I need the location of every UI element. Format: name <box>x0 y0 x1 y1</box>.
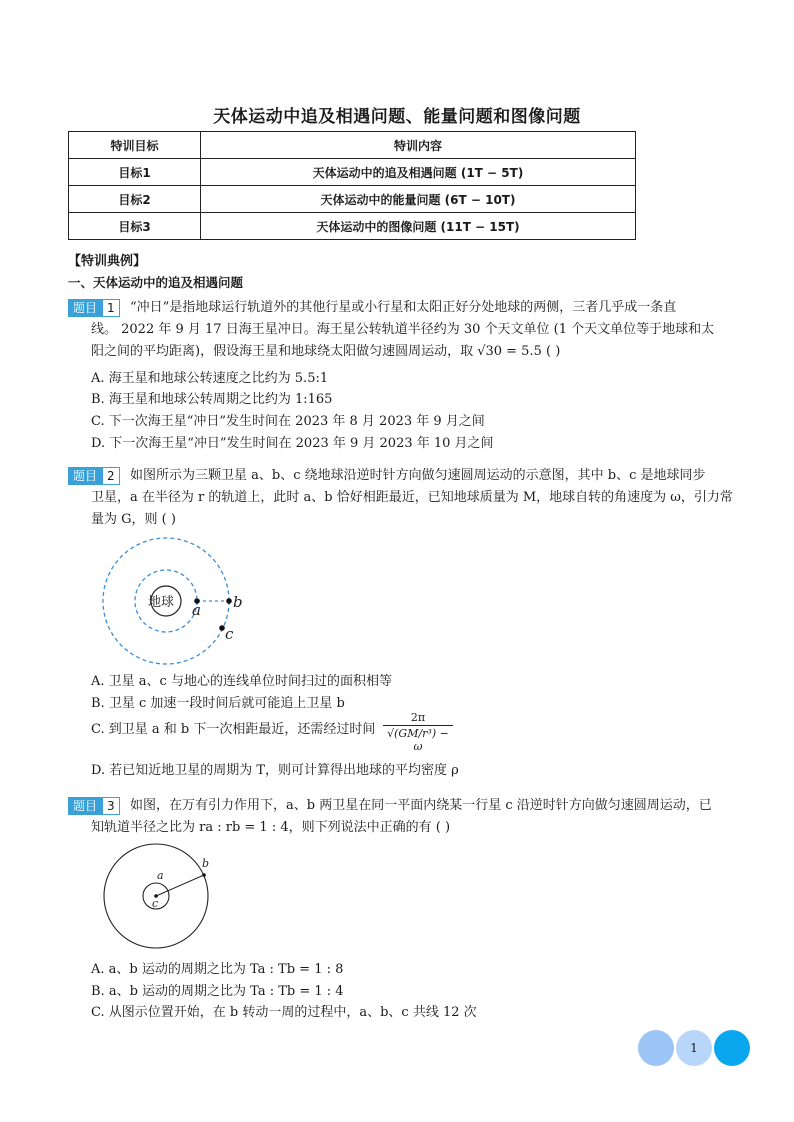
section-heading-examples: 【特训典例】 <box>68 254 147 269</box>
satellite-b-dot <box>226 598 232 604</box>
satellite-b-dot <box>202 873 206 877</box>
option-c[interactable]: C. 到卫星 a 和 b 下一次相距最近，还需经过时间 <box>91 722 376 737</box>
question-text-line: 量为 G，则 ( ) <box>91 512 176 527</box>
time-fraction <box>383 711 453 753</box>
label-c: c <box>152 897 159 910</box>
label-b: b <box>202 857 210 870</box>
table-header-cell: 特训目标 <box>69 132 201 159</box>
orbit-diagram-q3 <box>100 842 230 954</box>
table-cell: 目标2 <box>69 186 201 213</box>
table-cell: 天体运动中的能量问题 (6T − 10T) <box>201 186 636 213</box>
table-row <box>69 213 636 240</box>
label-a: a <box>157 869 164 882</box>
table-header-cell: 特训内容 <box>201 132 636 159</box>
fraction-denominator: √(GM/r³) − ω <box>387 727 449 753</box>
question-text-line: 阳之间的平均距离)，假设海王星和地球绕太阳做匀速圆周运动，取 √30 = 5.5 ( ) <box>91 344 561 359</box>
option-c[interactable]: C. 从图示位置开始，在 b 转动一周的过程中，a、b、c 共线 12 次 <box>91 1005 477 1020</box>
option-c[interactable]: C. 下一次海王星“冲日”发生时间在 2023 年 8 月 2023 年 9 月之间 <box>91 414 485 429</box>
question-text-line: 如图所示为三颗卫星 a、b、c 绕地球沿逆时针方向做匀速圆周运动的示意图，其中 b、c 是地球同步 <box>130 468 706 483</box>
question-text-line: 线。 2022 年 9 月 17 日海王星冲日。海王星公转轨道半径约为 30 个天文单位 (1 个天文单位等于地球和太 <box>91 322 715 337</box>
earth-label: 地球 <box>148 595 175 610</box>
question-text-line: 知轨道半径之比为 ra : rb = 1 : 4，则下列说法中正确的有 ( ) <box>91 820 451 835</box>
option-d[interactable]: D. 下一次海王星“冲日”发生时间在 2023 年 9 月 2023 年 10 月之间 <box>91 436 494 451</box>
badge-circle-left <box>638 1030 674 1066</box>
table-cell: 天体运动中的追及相遇问题 (1T − 5T) <box>201 159 636 186</box>
page-number: 1 <box>690 1041 698 1055</box>
fraction-numerator: 2π <box>383 711 453 726</box>
question-number: 3 <box>102 797 120 815</box>
option-d[interactable]: D. 若已知近地卫星的周期为 T，则可计算得出地球的平均密度 ρ <box>91 763 459 778</box>
table-cell: 目标3 <box>69 213 201 240</box>
orbit-diagram-q2 <box>100 535 270 670</box>
option-b[interactable]: B. 海王星和地球公转周期之比约为 1:165 <box>91 392 333 407</box>
badge-circle-right <box>714 1030 750 1066</box>
table-cell: 目标1 <box>69 159 201 186</box>
table-cell: 天体运动中的图像问题 (11T − 15T) <box>201 213 636 240</box>
option-a[interactable]: A. a、b 运动的周期之比为 Ta : Tb = 1 : 8 <box>91 962 344 977</box>
table-header-row <box>69 132 636 159</box>
label-b: b <box>233 593 243 611</box>
question-number: 1 <box>102 299 120 317</box>
satellite-c-dot <box>219 625 225 631</box>
question-word: 题目 <box>68 299 102 317</box>
option-a[interactable]: A. 卫星 a、c 与地心的连线单位时间扫过的面积相等 <box>91 674 392 689</box>
option-b[interactable]: B. 卫星 c 加速一段时间后就可能追上卫星 b <box>91 696 345 711</box>
question-word: 题目 <box>68 797 102 815</box>
goals-table <box>68 131 636 240</box>
table-row <box>69 159 636 186</box>
label-a: a <box>192 601 201 619</box>
label-c: c <box>225 625 234 643</box>
question-text-line: 卫星，a 在半径为 r 的轨道上，此时 a、b 恰好相距最近，已知地球质量为 M，地球自转的角速度为 ω，引力常 <box>91 490 733 505</box>
question-label <box>68 797 120 815</box>
table-row <box>69 186 636 213</box>
option-a[interactable]: A. 海王星和地球公转速度之比约为 5.5:1 <box>91 371 329 386</box>
section-heading-1: 一、天体运动中的追及相遇问题 <box>68 275 244 290</box>
question-number: 2 <box>102 467 120 485</box>
question-label <box>68 299 120 317</box>
question-word: 题目 <box>68 467 102 485</box>
question-label <box>68 467 120 485</box>
page-title: 天体运动中追及相遇问题、能量问题和图像问题 <box>213 107 581 127</box>
question-text-line: “冲日”是指地球运行轨道外的其他行星或小行星和太阳正好分处地球的两侧，三者几乎成一条直 <box>130 300 677 315</box>
question-text-line: 如图，在万有引力作用下，a、b 两卫星在同一平面内绕某一行星 c 沿逆时针方向做匀速圆周运动，已 <box>130 798 712 813</box>
option-b[interactable]: B. a、b 运动的周期之比为 Ta : Tb = 1 : 4 <box>91 984 344 999</box>
